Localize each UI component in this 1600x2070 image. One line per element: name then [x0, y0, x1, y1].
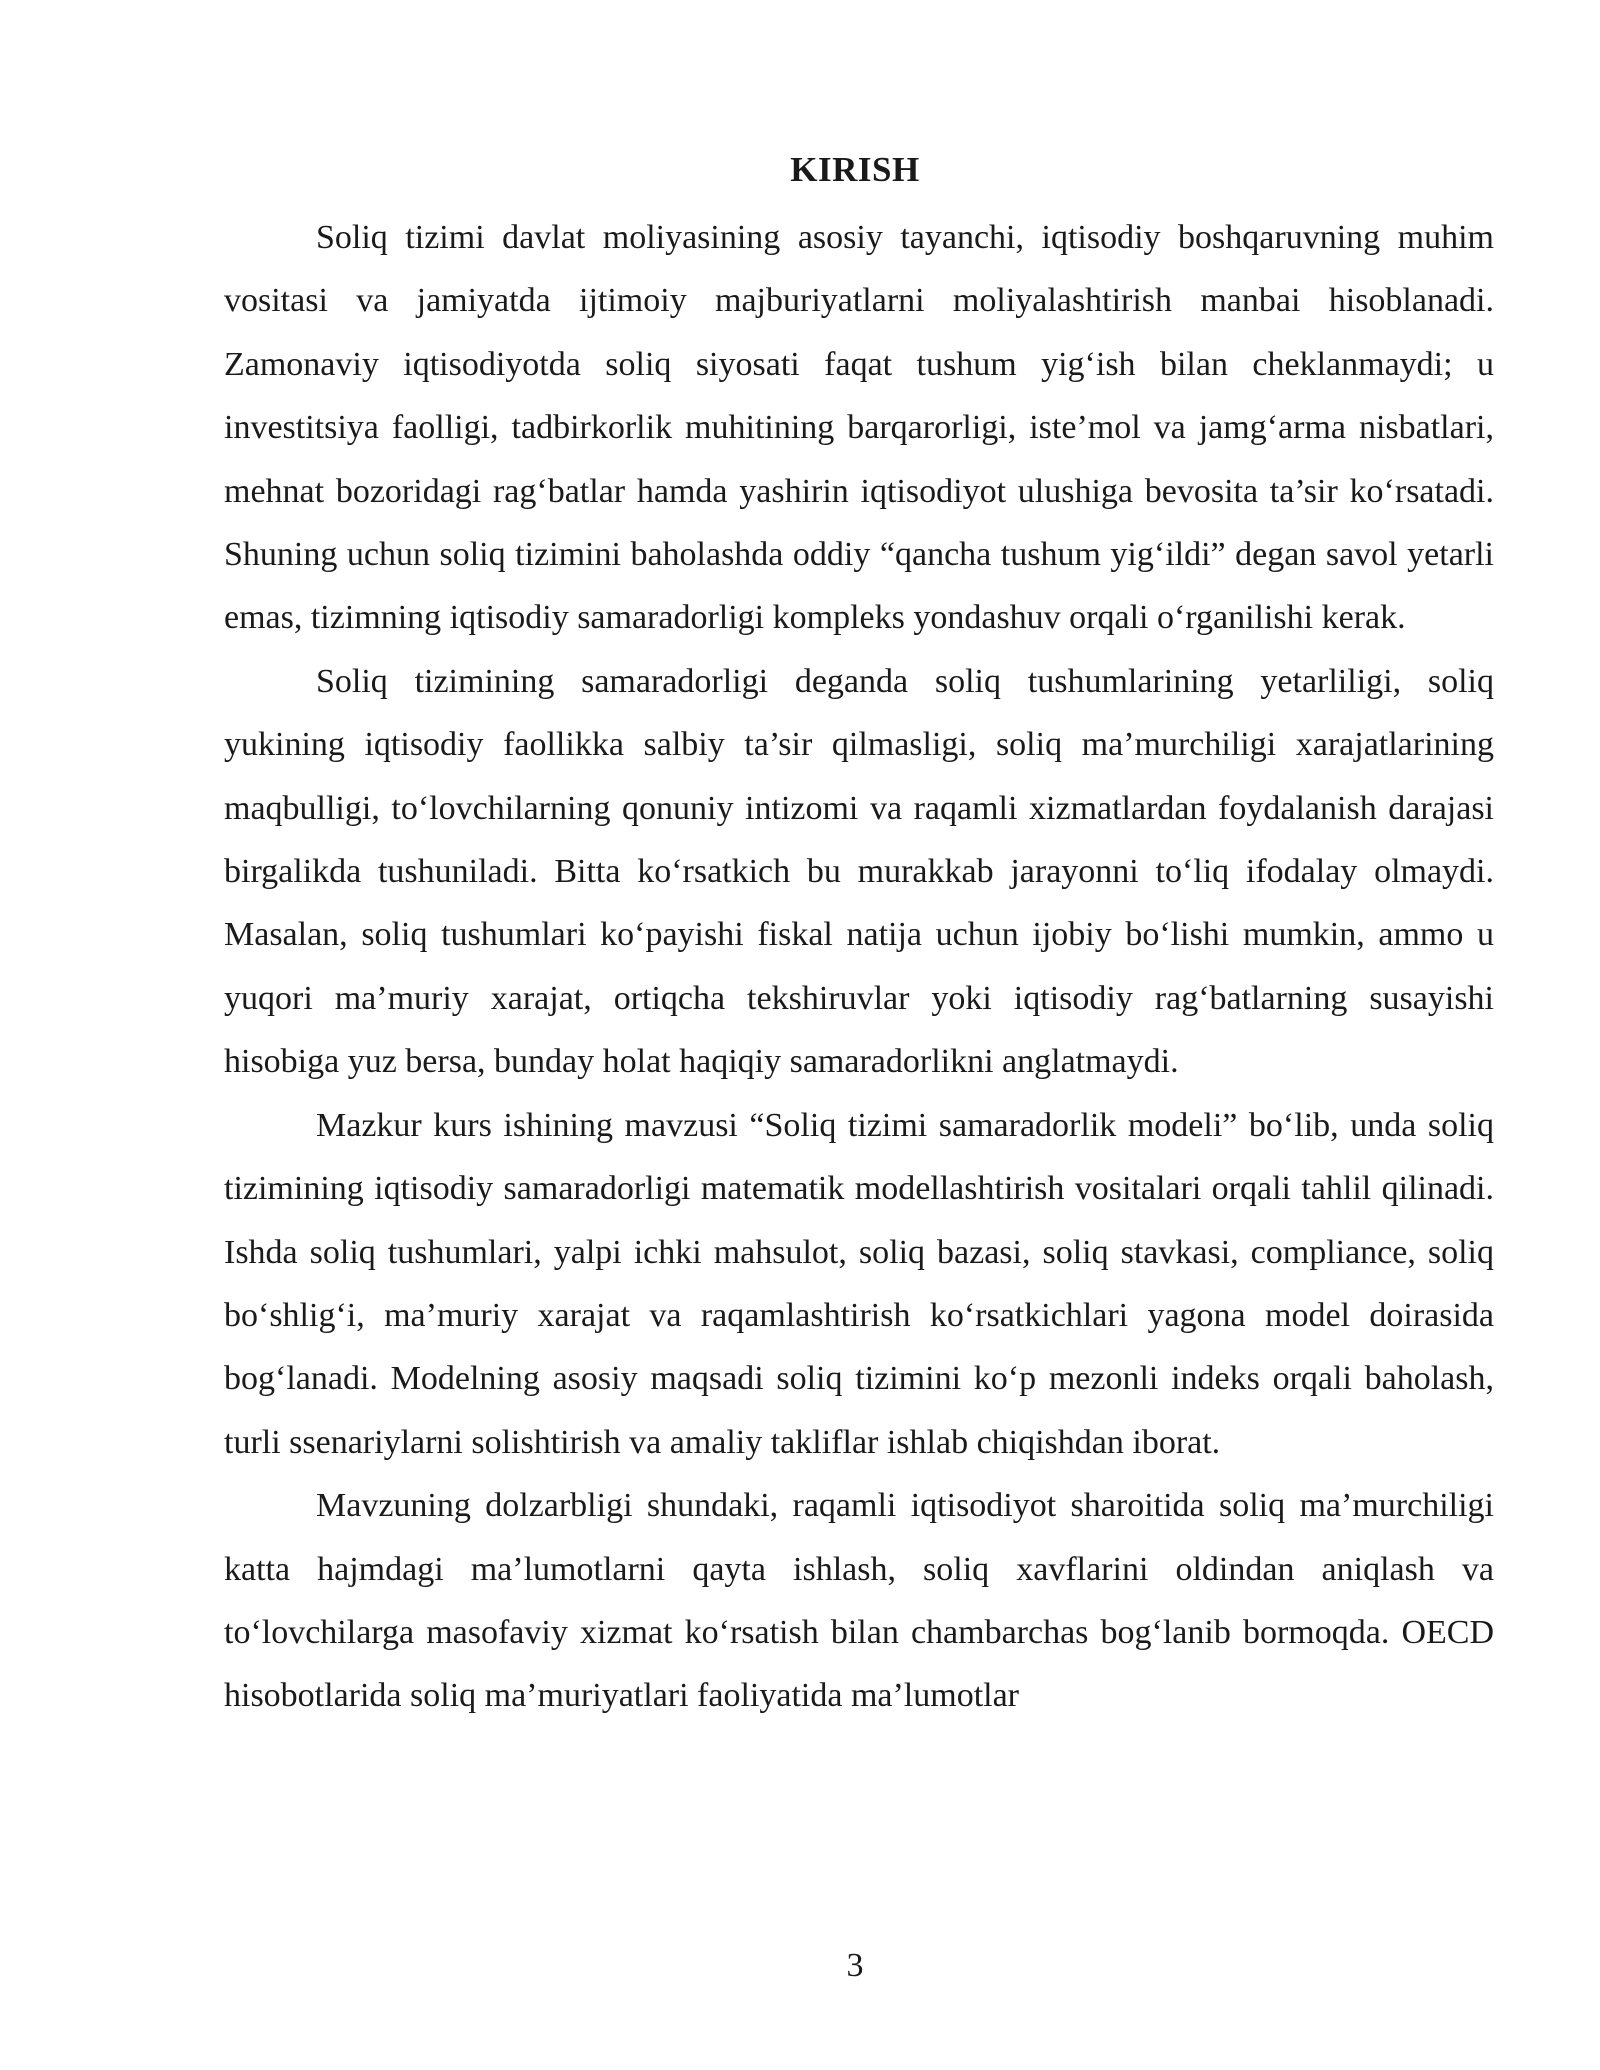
paragraph-3: Mazkur kurs ishining mavzusi “Soliq tizimi samaradorlik modeli” bo‘lib, unda soliq tizimining iqtisodiy samaradorligi matematik modellashtirish vositalari orqali tahlil qilinadi. Ishda soliq tushumlari, yalpi ichki mahsulot, soliq bazasi, soliq stavkasi, compliance, soliq bo‘shlig‘i, ma’muriy xarajat va raqamlashtirish ko‘rsatkichlari yagona model doirasida bog‘lanadi. Modelning asosiy maqsadi soliq tizimini ko‘p mezonli indeks orqali baholash, turli ssenariylarni solishtirish va amaliy takliflar ishlab chiqishdan iborat.: [224, 1106, 1494, 1461]
paragraph-4: Mavzuning dolzarbligi shundaki, raqamli iqtisodiyot sharoitida soliq ma’murchiligi katta hajmdagi ma’lumotlarni qayta ishlash, soliq xavflarini oldindan aniqlash va to‘lovchilarga masofaviy xizmat ko‘rsatish bilan chambarchas bog‘lanib bormoqda. OECD hisobotlarida soliq ma’muriyatlari faoliyatida ma’lumotlar: [224, 1487, 1494, 1715]
paragraph-2: Soliq tizimining samaradorligi deganda soliq tushumlarining yetarliligi, soliq yukining iqtisodiy faollikka salbiy ta’sir qilmasligi, soliq ma’murchiligi xarajatlarining maqbulligi, to‘lovchilarning qonuniy intizomi va raqamli xizmatlardan foydalanish darajasi birgalikda tushuniladi. Bitta ko‘rsatkich bu murakkab jarayonni to‘liq ifodalay olmaydi. Masalan, soliq tushumlari ko‘payishi fiskal natija uchun ijobiy bo‘lishi mumkin, ammo u yuqori ma’muriy xarajat, ortiqcha tekshiruvlar yoki iqtisodiy rag‘batlarning susayishi hisobiga yuz bersa, bunday holat haqiqiy samaradorlikni anglatmaydi.: [224, 662, 1494, 1081]
page-number: 3: [846, 1947, 864, 1984]
body-text: [224, 206, 1494, 1728]
paragraph-1: Soliq tizimi davlat moliyasining asosiy tayanchi, iqtisodiy boshqaruvning muhim vositasi va jamiyatda ijtimoiy majburiyatlarni moliyalashtirish manbai hisoblanadi. Zamonaviy iqtisodiyotda soliq siyosati faqat tushum yig‘ish bilan cheklanmaydi; u investitsiya faolligi, tadbirkorlik muhitining barqarorligi, iste’mol va jamg‘arma nisbatlari, mehnat bozoridagi rag‘batlar hamda yashirin iqtisodiyot ulushiga bevosita ta’sir ko‘rsatadi. Shuning uchun soliq tizimini baholashda oddiy “qancha tushum yig‘ildi” degan savol yetarli emas, tizimning iqtisodiy samaradorligi kompleks yondashuv orqali o‘rganilishi kerak.: [224, 219, 1494, 637]
section-heading: KIRISH: [790, 150, 920, 189]
